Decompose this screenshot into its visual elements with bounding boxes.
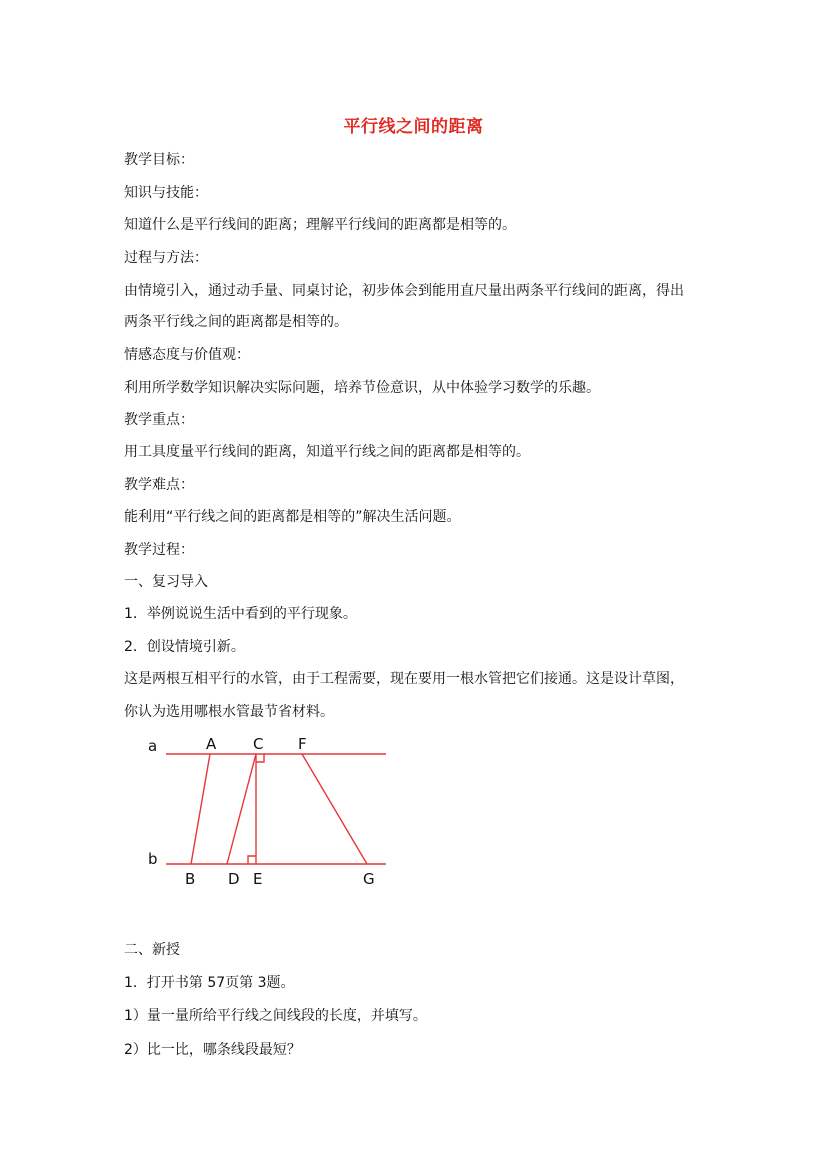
text-line: 能利用“平行线之间的距离都是相等的”解决生活问题。 bbox=[124, 509, 461, 525]
segment-cd bbox=[227, 754, 256, 864]
text-line: 由情境引入，通过动手量、同桌讨论，初步体会到能用直尺量出两条平行线间的距离，得出 bbox=[124, 283, 684, 299]
parallel-lines-diagram bbox=[140, 730, 400, 895]
label-point-d: D bbox=[228, 870, 240, 888]
text-line: 你认为选用哪根水管最节省材料。 bbox=[124, 704, 334, 720]
label-point-a: A bbox=[206, 735, 217, 753]
text-line: 教学难点： bbox=[124, 477, 194, 493]
text-line: 过程与方法： bbox=[124, 250, 208, 266]
text-line: 情感态度与价值观： bbox=[124, 347, 250, 363]
segment-ab bbox=[191, 754, 210, 864]
text-line: 2）比一比，哪条线段最短？ bbox=[124, 1042, 301, 1058]
text-line: 2．创设情境引新。 bbox=[124, 639, 245, 655]
segment-fg bbox=[302, 754, 367, 864]
label-point-b: B bbox=[185, 870, 196, 888]
text-line: 教学过程： bbox=[124, 542, 194, 558]
right-angle-mark-top bbox=[256, 754, 264, 762]
text-line: 教学重点： bbox=[124, 412, 194, 428]
text-line: 1．举例说说生活中看到的平行现象。 bbox=[124, 606, 357, 622]
label-point-e: E bbox=[253, 870, 263, 888]
text-line: 二、新授 bbox=[124, 942, 180, 958]
text-line: 知道什么是平行线间的距离；理解平行线间的距离都是相等的。 bbox=[124, 217, 516, 233]
label-line-b: b bbox=[148, 850, 158, 868]
label-point-g: G bbox=[363, 870, 375, 888]
text-line: 这是两根互相平行的水管，由于工程需要，现在要用一根水管把它们接通。这是设计草图， bbox=[124, 671, 684, 687]
text-line: 两条平行线之间的距离都是相等的。 bbox=[124, 314, 348, 330]
text-line: 用工具度量平行线间的距离，知道平行线之间的距离都是相等的。 bbox=[124, 444, 530, 460]
right-angle-mark-bottom bbox=[248, 856, 256, 864]
text-line: 一、复习导入 bbox=[124, 574, 208, 590]
label-line-a: a bbox=[148, 737, 158, 755]
label-point-f: F bbox=[298, 735, 307, 753]
text-line: 1）量一量所给平行线之间线段的长度，并填写。 bbox=[124, 1008, 427, 1024]
text-line: 知识与技能： bbox=[124, 185, 208, 201]
label-point-c: C bbox=[253, 735, 264, 753]
page-title: 平行线之间的距离 bbox=[343, 117, 484, 137]
text-line: 教学目标： bbox=[124, 152, 194, 168]
text-line: 利用所学数学知识解决实际问题，培养节俭意识，从中体验学习数学的乐趣。 bbox=[124, 380, 600, 396]
text-line: 1．打开书第 57页第 3题。 bbox=[124, 975, 295, 991]
